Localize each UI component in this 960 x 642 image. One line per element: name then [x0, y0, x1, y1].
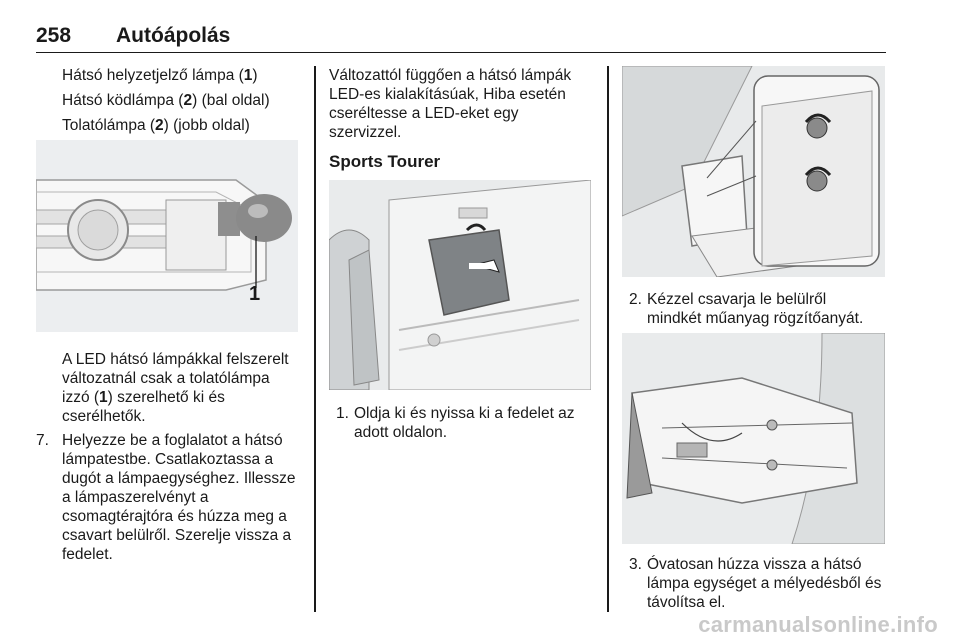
figure-callout-1: 1: [249, 283, 261, 305]
watermark: carmanualsonline.info: [698, 612, 938, 637]
column-divider: [607, 66, 609, 612]
plastic-nut-illustration: [622, 66, 885, 277]
column-divider: [314, 66, 316, 612]
lamp-unit-illustration: [622, 333, 885, 544]
bulb-holder-illustration: [36, 140, 298, 332]
page-title: Autóápolás: [116, 24, 231, 47]
lamp-removal-figure: [622, 333, 885, 544]
led-intro: Változattól függően a hátsó lámpák LED-es kialakításúak, Hiba esetén cseréltesse a LED-eket egy szervizzel.: [329, 67, 572, 141]
manual-page: 258 Autóápolás Hátsó helyzetjelző lámpa (1) Hátsó ködlámpa (2) (bal oldal) Tolatólámpa (2) (jobb oldal) 1 A LED hátsó lámpákkal felszerelt változatnál csak a tolatólámpa izzó (1) szerelhető ki és cserélhetők. 7. Helyezze be a foglalatot a hátsó lámpatestbe. Csatlakoztassa a dugót a lámpaegységhez. Illessze a lámpaszerelvényt a csomagtérajtóra és húzza meg a csavart belülről. Szerelje vissza a fedelet. Változattól függően a hátsó lámpák LED-es kialakításúak, Hiba esetén cseréltesse a LED-eket egy szervizzel. Sports Tourer 1. Oldja ki és nyissa ki a fedelet az adott oldalon. 2. Kézzel csavarja le belülről mindkét műanyag rögzítőanyát. 3. Óvatosan húzza vissza a hátsó lámpa egységet a mélyedésből és távolítsa el. carmanualsonline.info: [36, 24, 938, 637]
bulb-line-3: Tolatólámpa (2) (jobb oldal): [62, 117, 250, 134]
fastener-figure: [622, 66, 885, 277]
step-number: 2.: [629, 291, 642, 308]
page-header: [36, 24, 886, 53]
step-number: 1.: [336, 405, 349, 422]
trunk-cover-illustration: [329, 180, 591, 390]
page-number: 258: [36, 24, 72, 47]
cover-figure: [329, 180, 591, 390]
led-note: A LED hátsó lámpákkal felszerelt változatnál csak a tolatólámpa izzó (1) szerelhető ki és cserélhetők.: [62, 351, 289, 425]
bulb-line-1: Hátsó helyzetjelző lámpa (1): [62, 67, 258, 84]
bulb-line-2: Hátsó ködlámpa (2) (bal oldal): [62, 92, 270, 109]
step-number: 3.: [629, 556, 642, 573]
bulb-holder-figure: [36, 140, 298, 332]
step-number: 7.: [36, 432, 49, 449]
section-subheading: Sports Tourer: [329, 152, 441, 171]
